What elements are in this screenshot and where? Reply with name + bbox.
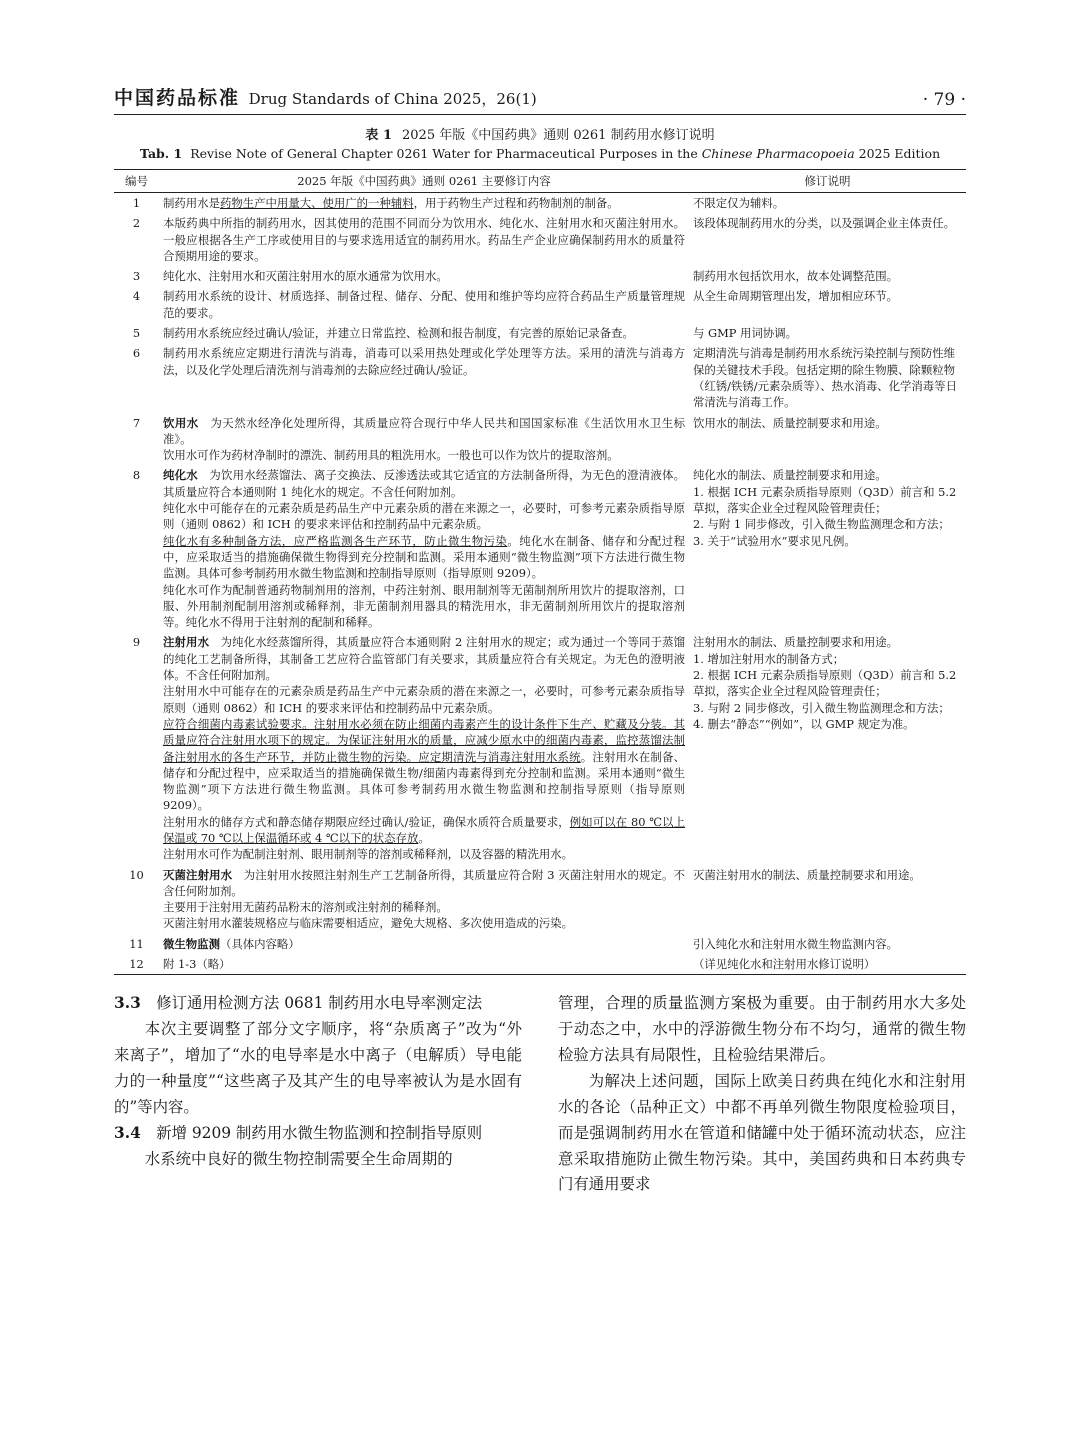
row-note xyxy=(689,193,966,214)
table-caption-en-italic: Chinese Pharmacopoeia xyxy=(701,146,855,161)
note-line: 灭菌注射用水的制法、质量控制要求和用途。 xyxy=(693,867,921,882)
content-segment: 纯化水可作为配制普通药物制剂用的溶剂，中药注射剂、眼用制剂等无菌制剂所用饮片的提取溶剂，口服、外用制剂配制用溶剂或稀释剂，非无菌制剂用器具的精洗用水，非无菌制剂所用饮片的提取溶剂等。纯化水不得用于注射剂的配制和稀释。 xyxy=(163,582,685,630)
table-header-row xyxy=(114,170,966,193)
content-segment: 为纯化水经蒸馏所得，其质量应符合本通则附 2 注射用水的规定；或为通过一个等同于蒸馏的纯化工艺制备所得，其制备工艺应符合监管部门有关要求，其质量应符合有关规定。为无色的澄明液体。不含任何附加剂。 xyxy=(163,635,685,683)
header-note: 修订说明 xyxy=(689,170,966,193)
note-line: 与 GMP 用词协调。 xyxy=(693,326,798,341)
content-segment: 制药用水系统的设计、材质选择、制备过程、储存、分配、使用和维护等均应符合药品生产质量管理规范的要求。 xyxy=(163,289,685,320)
content-segment: 注射用水 xyxy=(163,635,210,650)
note-line: 纯化水的制法、质量控制要求和用途。 xyxy=(693,468,887,483)
row-note xyxy=(689,934,966,954)
note-line: 2. 与附 1 同步修改，引入微生物监测理念和方法； xyxy=(693,517,950,532)
note-line: 不限定仅为辅料。 xyxy=(693,196,785,210)
note-line: 该段体现制药用水的分类，以及强调企业主体责任。 xyxy=(693,216,955,231)
note-line: （详见纯化水和注射用水修订说明） xyxy=(693,957,876,972)
row-number: 8 xyxy=(132,468,141,483)
table-caption-cn-label: 表 1 xyxy=(365,128,392,143)
section-3-4-paragraph: 水系统中良好的微生物控制需要全生命周期的 xyxy=(144,1149,453,1168)
content-segment: 制药用水系统应经过确认/验证，并建立日常监控、检测和报告制度，有完善的原始记录备查。 xyxy=(163,326,634,341)
table-row xyxy=(114,343,966,412)
table-caption-cn-text: 2025 年版《中国药典》通则 0261 制药用水修订说明 xyxy=(402,128,715,143)
content-segment: 为饮用水经蒸馏法、离子交换法、反渗透法或其它适宜的方法制备所得，为无色的澄清液体。其质量应符合本通则附 1 纯化水的规定。不含任何附加剂。 xyxy=(163,468,685,499)
table-row xyxy=(114,954,966,975)
content-segment: 。 xyxy=(418,830,430,845)
note-line: 1. 根据 ICH 元素杂质指导原则（Q3D）前言和 5.2 草拟，落实企业全过程风险管理责任； xyxy=(693,484,957,516)
note-line: 注射用水的制法、质量控制要求和用途。 xyxy=(693,635,899,650)
content-segment: 饮用水 xyxy=(163,415,199,430)
content-segment: 。注射用水在制备、储存和分配过程中，应采取适当的措施确保微生物/细菌内毒素得到充分控制和监测。采用本通则“微生物监测”项下方法进行微生物监测。具体可参考制药用水微生物监测和控制指导原则（指导原则 9209）。 xyxy=(163,749,685,813)
row-number: 11 xyxy=(129,936,144,951)
row-note xyxy=(689,865,966,934)
content-segment: 为注射用水按照注射剂生产工艺制备所得，其质量应符合附 3 灭菌注射用水的规定。不含任何附加剂。 xyxy=(163,867,685,898)
section-3-4-heading xyxy=(114,1121,522,1147)
content-segment: 药物生产中用量大、使用广的一种辅料 xyxy=(219,196,414,210)
row-number: 5 xyxy=(132,326,141,341)
revision-table xyxy=(114,169,966,975)
body-right-column xyxy=(558,991,966,1198)
table-row xyxy=(114,323,966,343)
right-paragraph-2: 为解决上述问题，国际上欧美日药典在纯化水和注射用水的各论（品种正文）中都不再单列微生物限度检验项目，而是强调制药用水在管道和储罐中处于循环流动状态，应注意采取措施防止微生物污染。其中，美国药典和日本药典专门有通用要求 xyxy=(558,1071,966,1194)
journal-title-cn: 中国药品标准 xyxy=(114,87,241,109)
row-note xyxy=(689,213,966,266)
header-content: 2025 年版《中国药典》通则 0261 主要修订内容 xyxy=(159,170,689,193)
row-content xyxy=(159,213,689,266)
content-segment: 附 1-3（略） xyxy=(163,957,231,972)
table-caption-en-label: Tab. 1 xyxy=(139,146,183,161)
row-note xyxy=(689,266,966,286)
row-number: 4 xyxy=(132,289,141,304)
row-note xyxy=(689,465,966,632)
note-line: 2. 根据 ICH 元素杂质指导原则（Q3D）前言和 5.2 草拟，落实企业全过程风险管理责任； xyxy=(693,668,957,699)
content-segment: 纯化水有多种制备方法，应严格监测各生产环节，防止微生物污染 xyxy=(163,533,508,548)
content-segment: ，用于药物生产过程和药物制剂的制备。 xyxy=(413,196,619,210)
table-caption-en xyxy=(114,146,966,161)
row-content xyxy=(159,865,689,934)
content-segment: 本版药典中所指的制药用水，因其使用的范围不同而分为饮用水、纯化水、注射用水和灭菌注射用水。一般应根据各生产工序或使用目的与要求选用适宜的制药用水。药品生产企业应确保制药用水的质量符合预期用途的要求。 xyxy=(163,216,685,263)
table-caption-en-suffix: 2025 Edition xyxy=(854,146,941,161)
right-paragraph-1: 管理，合理的质量监测方案极为重要。由于制药用水大多处于动态之中，水中的浮游微生物分布不均匀，通常的微生物检验方法具有局限性，且检验结果滞后。 xyxy=(558,994,966,1065)
row-content xyxy=(159,413,689,466)
table-row xyxy=(114,632,966,864)
body-columns xyxy=(114,991,966,1198)
content-segment: 纯化水中可能存在的元素杂质是药品生产中元素杂质的潜在来源之一，必要时，可参考元素杂质指导原则（通则 0862）和 ICH 的要求来评估和控制药品中元素杂质。 xyxy=(163,501,685,532)
row-content xyxy=(159,266,689,286)
row-number: 6 xyxy=(132,346,141,361)
row-number: 10 xyxy=(129,867,144,882)
section-3-3-paragraph: 本次主要调整了部分文字顺序，将“杂质离子”改为“外来离子”，增加了“水的电导率是水中离子（电解质）导电能力的一种量度”“这些离子及其产生的电导率被认为是水固有的”等内容。 xyxy=(114,1020,522,1116)
content-segment: 应符合细菌内毒素试验要求。注射用水必须在防止细菌内毒素产生的设计条件下生产、贮藏及分装。其质量应符合注射用水项下的规定。为保证注射用水的质量，应减少原水中的细菌内毒素，监控蒸馏法制备注射用水的各生产环节，并防止微生物的污染。应定期清洗与消毒注射用水系统 xyxy=(163,716,685,764)
row-content xyxy=(159,465,689,632)
header-number: 编号 xyxy=(114,170,159,193)
row-number: 12 xyxy=(114,954,159,975)
row-content xyxy=(159,193,689,214)
note-line: 制药用水包括饮用水，故本处调整范围。 xyxy=(693,269,899,284)
content-segment: 灭菌注射用水灌装规格应与临床需要相适应，避免大规格、多次使用造成的污染。 xyxy=(163,916,574,931)
note-line: 4. 删去“静态”“例如”，以 GMP 规定为准。 xyxy=(693,716,915,731)
row-number: 9 xyxy=(132,635,141,650)
note-line: 3. 关于“试验用水”要求见凡例。 xyxy=(693,533,856,548)
table-row xyxy=(114,213,966,266)
table-row xyxy=(114,266,966,286)
running-head xyxy=(114,86,966,115)
row-content xyxy=(159,286,689,323)
content-segment: 注射用水可作为配制注射剂、眼用制剂等的溶剂或稀释剂，以及容器的精洗用水。 xyxy=(163,847,574,862)
section-3-3-number: 3.3 xyxy=(114,994,141,1013)
row-content xyxy=(159,954,689,975)
row-content xyxy=(159,323,689,343)
content-segment: 注射用水中可能存在的元素杂质是药品生产中元素杂质的潜在来源之一，必要时，可参考元素杂质指导原则（通则 0862）和 ICH 的要求来评估和控制药品中元素杂质。 xyxy=(163,684,685,715)
row-note xyxy=(689,954,966,975)
row-number: 2 xyxy=(132,216,141,231)
journal-page xyxy=(114,86,966,1198)
table-caption-en-prefix: Revise Note of General Chapter 0261 Water for Pharmaceutical Purposes in the xyxy=(190,146,702,161)
content-segment: 制药用水系统应定期进行清洗与消毒，消毒可以采用热处理或化学处理等方法。采用的清洗与消毒方法，以及化学处理后清洗剂与消毒剂的去除应经过确认/验证。 xyxy=(163,346,685,377)
content-segment: 饮用水可作为药材净制时的漂洗、制药用具的粗洗用水。一般也可以作为饮片的提取溶剂。 xyxy=(163,448,619,463)
content-segment: 制药用水是 xyxy=(163,196,220,210)
note-line: 引入纯化水和注射用水微生物监测内容。 xyxy=(693,936,899,951)
row-note xyxy=(689,286,966,323)
row-content xyxy=(159,632,689,864)
row-number: 1 xyxy=(132,196,141,210)
content-segment: 注射用水的储存方式和静态储存期限应经过确认/验证，确保水质符合质量要求， xyxy=(163,814,570,829)
row-note xyxy=(689,413,966,466)
note-line: 定期清洗与消毒是制药用水系统污染控制与预防性维保的关键技术手段。包括定期的除生物膜、除颗粒物（红锈/铁锈/元素杂质等）、热水消毒、化学消毒等日常清洗与消毒工作。 xyxy=(693,346,957,410)
content-segment: 微生物监测 xyxy=(163,936,220,951)
row-content xyxy=(159,934,689,954)
note-line: 从全生命周期管理出发，增加相应环节。 xyxy=(693,289,899,304)
content-segment: （具体内容略） xyxy=(219,936,300,951)
body-left-column xyxy=(114,991,522,1198)
content-segment: 例如可以在 80 ℃以上保温或 70 ℃以上保温循环或 4 ℃以下的状态存放 xyxy=(163,814,686,845)
row-number: 3 xyxy=(132,269,141,284)
table-row xyxy=(114,286,966,323)
section-3-3-title: 修订通用检测方法 0681 制药用水电导率测定法 xyxy=(156,994,483,1013)
journal-title xyxy=(114,83,537,110)
row-number: 7 xyxy=(132,415,141,430)
table-row xyxy=(114,413,966,466)
table-body xyxy=(114,193,966,975)
page-number: · 79 · xyxy=(922,90,966,110)
table-row xyxy=(114,865,966,934)
content-segment: 纯化水、注射用水和灭菌注射用水的原水通常为饮用水。 xyxy=(163,269,448,284)
table-row xyxy=(114,193,966,214)
table-row xyxy=(114,934,966,954)
content-segment: 纯化水 xyxy=(163,468,198,483)
content-segment: 灭菌注射用水 xyxy=(163,867,233,882)
row-content xyxy=(159,343,689,412)
section-3-4-title: 新增 9209 制药用水微生物监测和控制指导原则 xyxy=(156,1123,483,1142)
section-3-4-number: 3.4 xyxy=(114,1123,141,1142)
table-caption-cn xyxy=(114,124,966,143)
content-segment: 。纯化水在制备、储存和分配过程中，应采取适当的措施确保微生物得到充分控制和监测。采用本通则“微生物监测”项下方法进行微生物监测。具体可参考制药用水微生物监测和控制指导原则（指导原则 9209）。 xyxy=(163,533,685,581)
row-note xyxy=(689,323,966,343)
journal-title-en: Drug Standards of China 2025，26(1) xyxy=(248,90,537,108)
content-segment: 为天然水经净化处理所得，其质量应符合现行中华人民共和国国家标准《生活饮用水卫生标准》。 xyxy=(163,415,685,446)
content-segment: 主要用于注射用无菌药品粉末的溶剂或注射剂的稀释剂。 xyxy=(163,900,448,915)
row-note xyxy=(689,632,966,864)
section-3-3-heading xyxy=(114,991,522,1017)
note-line: 3. 与附 2 同步修改，引入微生物监测理念和方法； xyxy=(693,700,950,715)
table-row xyxy=(114,465,966,632)
note-line: 饮用水的制法、质量控制要求和用途。 xyxy=(693,415,887,430)
note-line: 1. 增加注射用水的制备方式； xyxy=(693,651,845,666)
row-note xyxy=(689,343,966,412)
